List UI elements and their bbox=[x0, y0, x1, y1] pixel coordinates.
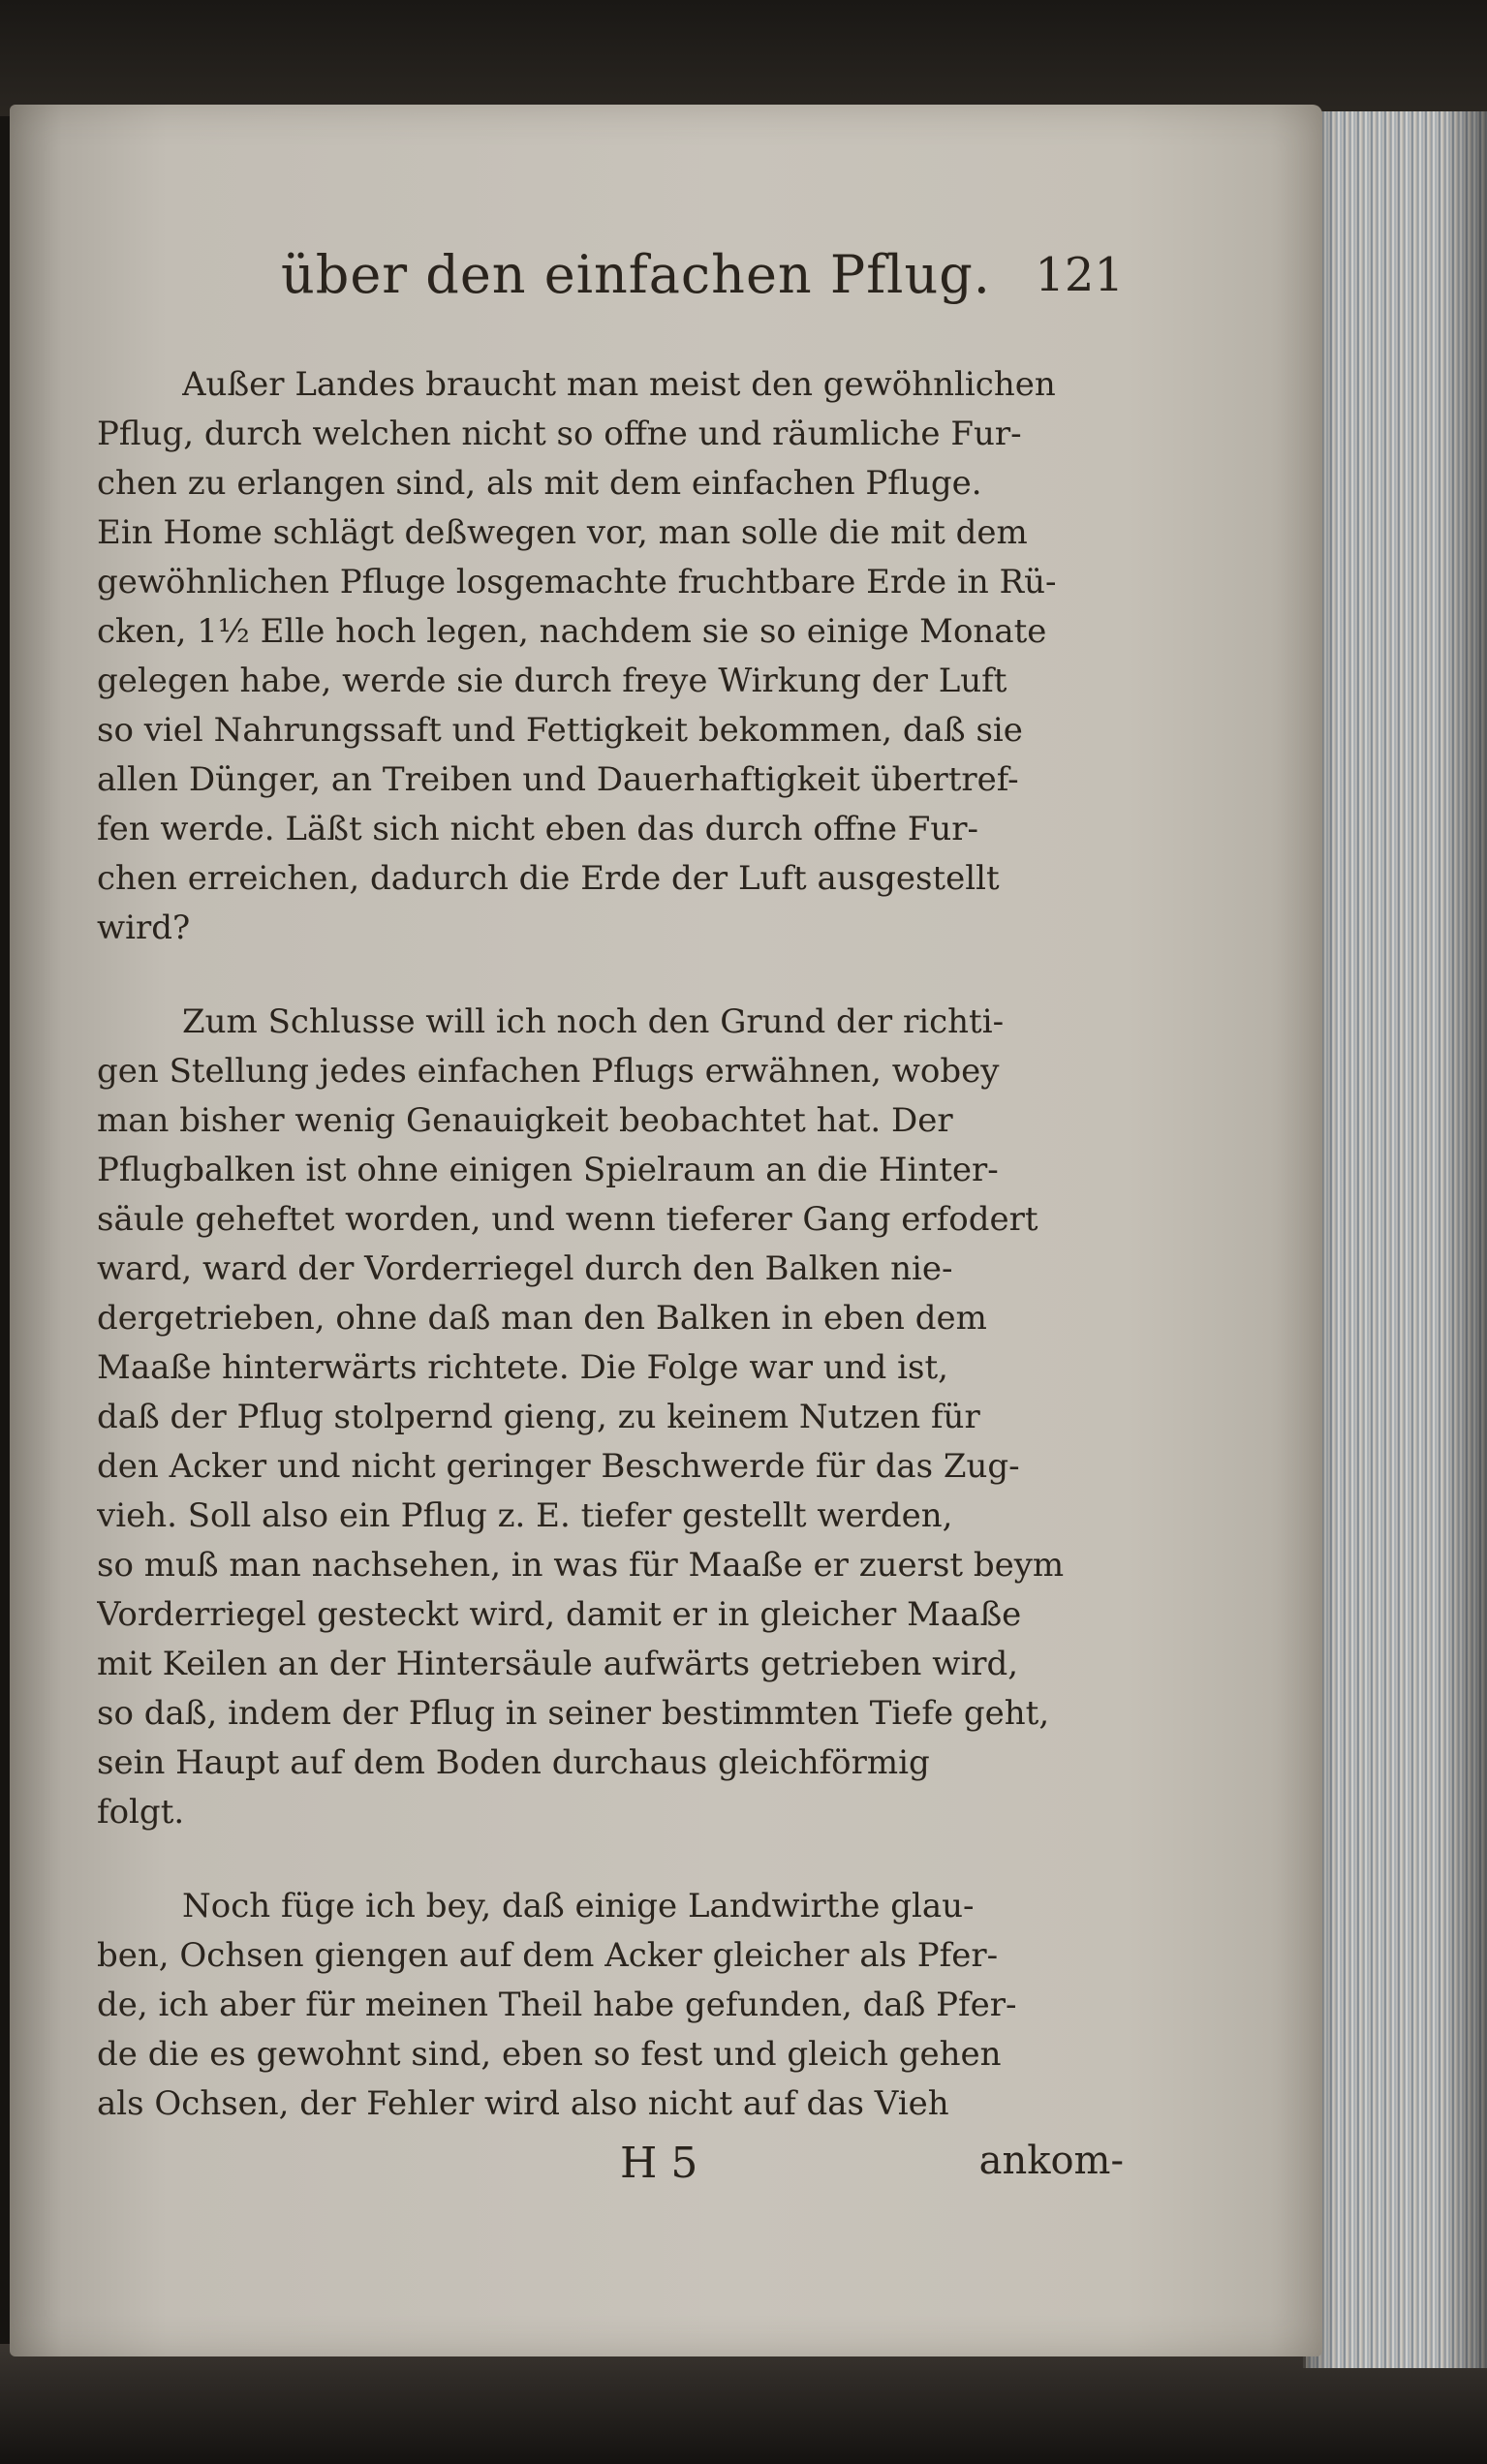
page-number: 121 bbox=[1035, 248, 1124, 302]
text-line: sein Haupt auf dem Boden durchaus gleichförmig bbox=[97, 1743, 930, 1782]
text-line: so muß man nachsehen, in was für Maaße er zuerst beym bbox=[97, 1546, 1065, 1585]
text-line: de, ich aber für meinen Theil habe gefunden, daß Pfer- bbox=[97, 1986, 1017, 2024]
text-line: mit Keilen an der Hintersäule aufwärts getrieben wird, bbox=[97, 1645, 1019, 1683]
text-line: so daß, indem der Pflug in seiner bestimmten Tiefe geht, bbox=[97, 1694, 1050, 1733]
text-line: Pflugbalken ist ohne einigen Spielraum an die Hinter- bbox=[97, 1151, 999, 1189]
text-line: ward, ward der Vorderriegel durch den Balken nie- bbox=[97, 1249, 953, 1288]
text-line: Vorderriegel gesteckt wird, damit er in gleicher Maaße bbox=[97, 1595, 1022, 1634]
text-line: de die es gewohnt sind, eben so fest und gleich gehen bbox=[97, 2035, 1002, 2074]
text-line: wird? bbox=[97, 909, 191, 947]
text-line: man bisher wenig Genauigkeit beobachtet hat. Der bbox=[97, 1101, 953, 1140]
text-line: chen erreichen, dadurch die Erde der Luft ausgestellt bbox=[97, 859, 1000, 898]
page-edge-shadow bbox=[1303, 111, 1487, 2368]
text-line: dergetrieben, ohne daß man den Balken in eben dem bbox=[97, 1299, 987, 1338]
text-line: Pflug, durch welchen nicht so offne und räumliche Fur- bbox=[97, 415, 1022, 453]
text-line: als Ochsen, der Fehler wird also nicht auf das Vieh bbox=[97, 2084, 949, 2123]
text-line: säule geheftet worden, und wenn tieferer Gang erfodert bbox=[97, 1200, 1038, 1239]
text-line: allen Dünger, an Treiben und Dauerhaftigkeit übertref- bbox=[97, 760, 1019, 799]
text-line: gen Stellung jedes einfachen Pflugs erwähnen, wobey bbox=[97, 1052, 1000, 1091]
text-line: so viel Nahrungssaft und Fettigkeit bekommen, daß sie bbox=[97, 711, 1023, 750]
text-line: cken, 1½ Elle hoch legen, nachdem sie so einige Monate bbox=[97, 612, 1047, 651]
signature-mark: H 5 bbox=[620, 2139, 698, 2188]
book-cover-bottom bbox=[0, 2344, 1487, 2464]
text-line: fen werde. Läßt sich nicht eben das durch offne Fur- bbox=[97, 810, 979, 848]
catchword: ankom- bbox=[978, 2139, 1124, 2183]
running-head: über den einfachen Pflug. bbox=[281, 244, 991, 305]
text-line: vieh. Soll also ein Pflug z. E. tiefer gestellt werden, bbox=[97, 1496, 953, 1535]
text-line: gewöhnlichen Pfluge losgemachte fruchtbare Erde in Rü- bbox=[97, 563, 1057, 601]
text-line: chen zu erlangen sind, als mit dem einfachen Pfluge. bbox=[97, 464, 982, 503]
text-line: Zum Schlusse will ich noch den Grund der richti- bbox=[182, 1002, 1005, 1041]
text-line: folgt. bbox=[97, 1793, 185, 1832]
text-line: Ein Home schlägt deßwegen vor, man solle die mit dem bbox=[97, 513, 1028, 552]
text-line: daß der Pflug stolpernd gieng, zu keinem Nutzen für bbox=[97, 1398, 980, 1436]
text-line: den Acker und nicht geringer Beschwerde für das Zug- bbox=[97, 1447, 1020, 1486]
text-line: gelegen habe, werde sie durch freye Wirkung der Luft bbox=[97, 662, 1007, 700]
book-cover-top bbox=[0, 0, 1487, 116]
text-line: ben, Ochsen giengen auf dem Acker gleicher als Pfer- bbox=[97, 1936, 999, 1975]
text-line: Maaße hinterwärts richtete. Die Folge war und ist, bbox=[97, 1348, 948, 1387]
text-line: Außer Landes braucht man meist den gewöhnlichen bbox=[182, 365, 1056, 404]
text-line: Noch füge ich bey, daß einige Landwirthe glau- bbox=[182, 1887, 975, 1925]
